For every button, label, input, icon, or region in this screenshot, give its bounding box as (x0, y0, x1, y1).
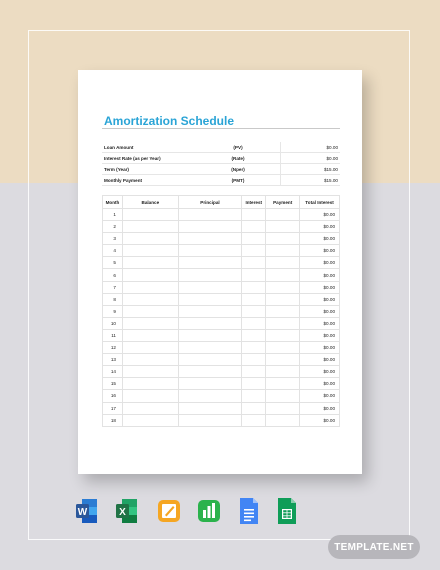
payment-cell (266, 390, 300, 402)
summary-code: (PV) (196, 142, 281, 153)
total-interest-cell: $0.00 (300, 390, 340, 402)
summary-code: (PMT) (196, 175, 281, 186)
excel-icon[interactable] (116, 497, 138, 525)
balance-cell (122, 305, 178, 317)
month-cell: 2 (103, 221, 123, 233)
principal-cell (178, 378, 242, 390)
summary-row (102, 142, 340, 153)
payment-cell (266, 257, 300, 269)
balance-cell (122, 269, 178, 281)
total-interest-cell: $0.00 (300, 233, 340, 245)
balance-cell (122, 233, 178, 245)
interest-cell (242, 342, 266, 354)
balance-cell (122, 366, 178, 378)
payment-cell (266, 378, 300, 390)
total-interest-cell: $0.00 (300, 209, 340, 221)
column-header-total-interest: Total Interest (300, 196, 340, 209)
total-interest-cell: $0.00 (300, 269, 340, 281)
total-interest-cell: $0.00 (300, 305, 340, 317)
document-title: Amortization Schedule (104, 114, 235, 128)
summary-label: Interest Rate (as per Year) (102, 153, 196, 164)
payment-cell (266, 402, 300, 414)
payment-cell (266, 281, 300, 293)
total-interest-cell: $0.00 (300, 354, 340, 366)
interest-cell (242, 293, 266, 305)
interest-cell (242, 317, 266, 329)
payment-cell (266, 329, 300, 341)
month-cell: 5 (103, 257, 123, 269)
balance-cell (122, 378, 178, 390)
loan-summary-table (102, 142, 340, 186)
total-interest-cell: $0.00 (300, 366, 340, 378)
principal-cell (178, 390, 242, 402)
total-interest-cell: $0.00 (300, 378, 340, 390)
table-row (103, 317, 340, 329)
interest-cell (242, 329, 266, 341)
summary-label: Term (Year) (102, 164, 196, 175)
table-row (103, 390, 340, 402)
total-interest-cell: $0.00 (300, 402, 340, 414)
table-row (103, 221, 340, 233)
payment-cell (266, 354, 300, 366)
balance-cell (122, 257, 178, 269)
month-cell: 17 (103, 402, 123, 414)
principal-cell (178, 305, 242, 317)
payment-cell (266, 366, 300, 378)
interest-cell (242, 233, 266, 245)
table-body (103, 209, 340, 427)
month-cell: 1 (103, 209, 123, 221)
payment-cell (266, 209, 300, 221)
month-cell: 3 (103, 233, 123, 245)
summary-row (102, 153, 340, 164)
column-header-interest: Interest (242, 196, 266, 209)
month-cell: 9 (103, 305, 123, 317)
interest-cell (242, 209, 266, 221)
balance-cell (122, 354, 178, 366)
payment-cell (266, 221, 300, 233)
payment-cell (266, 317, 300, 329)
payment-cell (266, 293, 300, 305)
interest-cell (242, 245, 266, 257)
payment-cell (266, 414, 300, 426)
balance-cell (122, 317, 178, 329)
balance-cell (122, 293, 178, 305)
summary-value: $15.00 (281, 175, 341, 186)
interest-cell (242, 366, 266, 378)
principal-cell (178, 257, 242, 269)
principal-cell (178, 414, 242, 426)
principal-cell (178, 354, 242, 366)
google-docs-icon[interactable] (238, 497, 260, 525)
table-row (103, 233, 340, 245)
interest-cell (242, 354, 266, 366)
payment-cell (266, 245, 300, 257)
principal-cell (178, 366, 242, 378)
payment-cell (266, 233, 300, 245)
month-cell: 15 (103, 378, 123, 390)
table-row (103, 414, 340, 426)
total-interest-cell: $0.00 (300, 257, 340, 269)
month-cell: 6 (103, 269, 123, 281)
amortization-table (102, 195, 340, 427)
interest-cell (242, 305, 266, 317)
interest-cell (242, 378, 266, 390)
summary-label: Monthly Payment (102, 175, 196, 186)
total-interest-cell: $0.00 (300, 281, 340, 293)
table-row (103, 366, 340, 378)
total-interest-cell: $0.00 (300, 245, 340, 257)
column-header-principal: Principal (178, 196, 242, 209)
table-row (103, 342, 340, 354)
principal-cell (178, 269, 242, 281)
column-header-payment: Payment (266, 196, 300, 209)
table-header-row (103, 196, 340, 209)
column-header-balance: Balance (122, 196, 178, 209)
google-sheets-icon[interactable] (276, 497, 298, 525)
table-row (103, 402, 340, 414)
principal-cell (178, 281, 242, 293)
month-cell: 12 (103, 342, 123, 354)
interest-cell (242, 221, 266, 233)
principal-cell (178, 342, 242, 354)
interest-cell (242, 257, 266, 269)
table-row (103, 269, 340, 281)
summary-row (102, 164, 340, 175)
month-cell: 18 (103, 414, 123, 426)
total-interest-cell: $0.00 (300, 329, 340, 341)
summary-value: $0.00 (281, 142, 341, 153)
table-row (103, 354, 340, 366)
table-row (103, 293, 340, 305)
month-cell: 14 (103, 366, 123, 378)
balance-cell (122, 342, 178, 354)
summary-row (102, 175, 340, 186)
title-divider (102, 128, 340, 129)
principal-cell (178, 317, 242, 329)
payment-cell (266, 305, 300, 317)
total-interest-cell: $0.00 (300, 342, 340, 354)
interest-cell (242, 390, 266, 402)
table-row (103, 245, 340, 257)
word-letter: W (77, 507, 88, 518)
interest-cell (242, 414, 266, 426)
pages-icon[interactable] (158, 497, 180, 525)
summary-code: (Nper) (196, 164, 281, 175)
total-interest-cell: $0.00 (300, 293, 340, 305)
month-cell: 13 (103, 354, 123, 366)
total-interest-cell: $0.00 (300, 317, 340, 329)
document-preview (78, 70, 362, 474)
balance-cell (122, 402, 178, 414)
principal-cell (178, 245, 242, 257)
column-header-month: Month (103, 196, 123, 209)
balance-cell (122, 209, 178, 221)
summary-code: (Rate) (196, 153, 281, 164)
table-row (103, 209, 340, 221)
excel-letter: X (119, 507, 126, 518)
total-interest-cell: $0.00 (300, 414, 340, 426)
total-interest-cell: $0.00 (300, 221, 340, 233)
balance-cell (122, 281, 178, 293)
month-cell: 8 (103, 293, 123, 305)
interest-cell (242, 281, 266, 293)
principal-cell (178, 221, 242, 233)
month-cell: 16 (103, 390, 123, 402)
principal-cell (178, 233, 242, 245)
summary-value: $15.00 (281, 164, 341, 175)
summary-label: Loan Amount (102, 142, 196, 153)
balance-cell (122, 390, 178, 402)
principal-cell (178, 402, 242, 414)
payment-cell (266, 342, 300, 354)
table-row (103, 305, 340, 317)
balance-cell (122, 221, 178, 233)
table-row (103, 329, 340, 341)
principal-cell (178, 209, 242, 221)
month-cell: 4 (103, 245, 123, 257)
month-cell: 7 (103, 281, 123, 293)
table-row (103, 378, 340, 390)
balance-cell (122, 329, 178, 341)
principal-cell (178, 329, 242, 341)
numbers-icon[interactable] (198, 497, 220, 525)
word-icon[interactable] (76, 497, 98, 525)
interest-cell (242, 269, 266, 281)
principal-cell (178, 293, 242, 305)
payment-cell (266, 269, 300, 281)
balance-cell (122, 245, 178, 257)
month-cell: 11 (103, 329, 123, 341)
balance-cell (122, 414, 178, 426)
template-net-badge[interactable]: TEMPLATE.NET (328, 535, 420, 559)
interest-cell (242, 402, 266, 414)
month-cell: 10 (103, 317, 123, 329)
table-row (103, 257, 340, 269)
table-row (103, 281, 340, 293)
summary-value: $0.00 (281, 153, 341, 164)
